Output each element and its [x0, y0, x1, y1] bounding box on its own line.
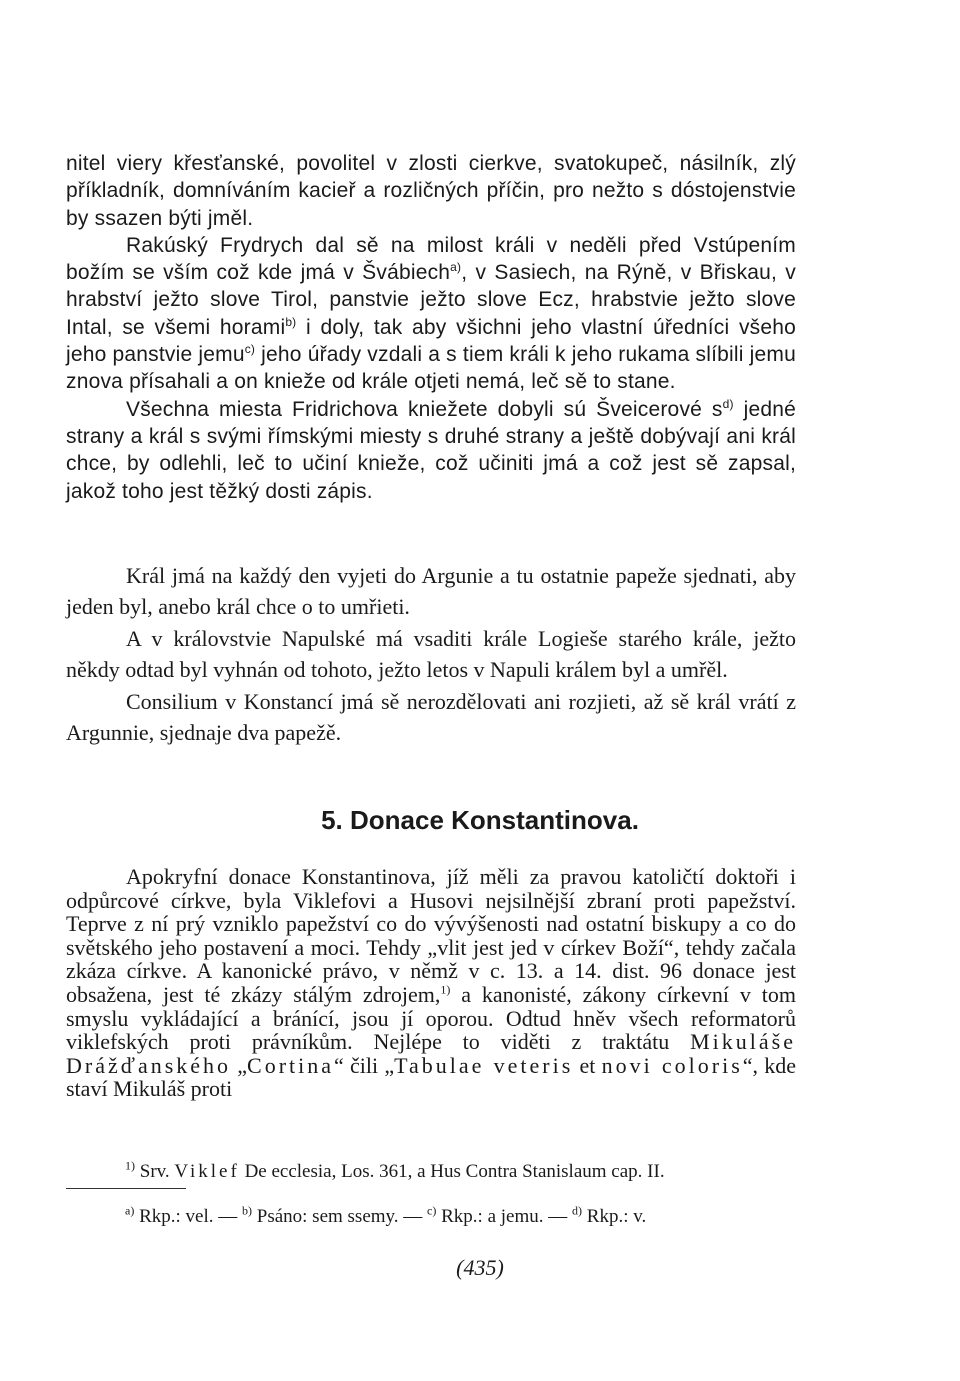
footnote-variants: [125, 1205, 805, 1229]
footnote-text: Rkp.: vel. —: [134, 1206, 242, 1227]
paragraph-text: Apokryfní donace Konstantinova, jíž měli za pravou katoličtí doktoři i odpůrcové církve, byla Viklefovi a Husovi nejsilnější zbraní proti papežství. Teprve z ní prý vzniklo papežství co do vývýšenosti nad ostatní biskupy a co do světského jeho postavení a moci. Tehdy „vlit jest jed v církev Boží“, tehdy začala zkáza církve. A kanonické právo, v němž v c. 13. a 14. dist. 96 donace jest obsažena, jest té zkázy stálým zdrojem,: [66, 864, 796, 1007]
footnote-marker: d): [572, 1203, 583, 1218]
footnote-marker: b): [242, 1203, 252, 1218]
paragraph-text: Rakúský Frydrych dal sě na milost králi v neděli před Vstúpením božím se vším což kde jmá v Švábiech: [66, 233, 796, 285]
footnote-text: Srv.: [135, 1161, 175, 1182]
paragraph-text: nitel viery křesťanské, povolitel v zlosti cierkve, svatokupeč, násilník, zlý příkladník, domníváním kacieř a rozličných příčin, pro nežto s dóstojenstvie by ssazen býti jměl.: [66, 152, 796, 230]
spaced-title: Tabulae veteris: [394, 1052, 574, 1078]
paragraph-donace: [66, 865, 796, 1101]
paragraph-text: et: [573, 1052, 602, 1078]
page-number: (435): [456, 1255, 504, 1280]
footnote-divider: [66, 1188, 186, 1189]
footnote-1: [125, 1160, 805, 1184]
paragraph-text: Všechna miesta Fridrichova kniežete dobyli sú Šveicerové s: [126, 397, 723, 421]
paragraph-text: „: [231, 1052, 248, 1078]
footnote-marker: a): [125, 1203, 135, 1218]
typescript-section: [66, 150, 796, 505]
paragraph-kral: Král jmá na každý den vyjeti do Argunie a tu ostatnie papeže sjednati, aby jeden byl, anebo král chce o to umřieti.: [66, 563, 796, 620]
footnote-spaced-name: Viklef: [174, 1161, 240, 1182]
paragraph-text: “, kde staví Mikuláš proti: [66, 1052, 797, 1102]
footnote-text: Psáno: sem ssemy. —: [252, 1206, 428, 1227]
note-marker: c): [244, 342, 256, 357]
body-section: [66, 865, 796, 1101]
spaced-name: Mikuláše Drážďanského: [66, 1029, 796, 1078]
paragraph-text: a kanonisté, zákony církevní v tom smyslu vykládající a bránící, jsou jí oporou. Odtud hněv všech reformatorů viklefských proti právníkům. Nejlépe to viděti z traktátu: [66, 981, 796, 1055]
footnote-marker: 1): [125, 1158, 135, 1173]
paragraph-frydrych: [66, 232, 796, 396]
paragraph-consilium: Consilium v Konstancí jmá sě nerozdělovati ani rozjieti, až sě král vrátí z Argunnie, sjednaje dva papežě.: [66, 688, 796, 746]
paragraph-text: , v Sasiech, na Rýně, v Břiskau, v hrabství ježto slove Tirol, panstvie ježto slove Ecz, hrabstvie ježto slove Intal, se všemi horami: [66, 261, 796, 339]
footnote-marker: c): [427, 1203, 437, 1218]
paragraph-continuation: [66, 150, 796, 232]
footnote-text: Rkp.: a jemu. —: [436, 1206, 573, 1227]
note-marker: a): [450, 260, 462, 275]
note-marker: d): [722, 396, 734, 411]
note-marker: b): [285, 314, 297, 329]
paragraph-text: jeho úřady vzdali a s tiem králi k jeho rukama slíbili jemu znova přísahali a on knieže od krále otjeti nemá, leč sě to stane.: [66, 343, 796, 394]
typed-section: [66, 560, 796, 748]
footnote-text: Rkp.: v.: [582, 1206, 647, 1227]
paragraph-text: jedné strany a král s svými římskými miesty s druhé strany a ještě dobývají ani král chce, by odlehli, leč to učiní knieže, což učiniti jmá a což jest sě zapsal, jakož toho jest těžký dosti zápis.: [66, 397, 796, 503]
footnote-ref: 1): [440, 982, 451, 997]
footnote-text: De ecclesia, Los. 361, a Hus Contra Stanislaum cap. II.: [239, 1161, 665, 1182]
section-heading: 5. Donace Konstantinova.: [321, 805, 639, 835]
paragraph-napulske: A v královstvie Napulské má vsaditi krále Logieše starého krále, ježto někdy odtad byl vyhnán od tohoto, ježto letos v Napuli králem byl a umřěl.: [66, 625, 796, 683]
paragraph-miesta: [66, 396, 796, 505]
paragraph-text: i doly, tak aby všichni jeho vlastní úředníci všeho jeho panstvie jemu: [66, 315, 796, 367]
paragraph-text: “ čili „: [334, 1052, 395, 1078]
spaced-title: novi coloris: [601, 1052, 743, 1078]
spaced-title: Cortina: [247, 1052, 335, 1078]
